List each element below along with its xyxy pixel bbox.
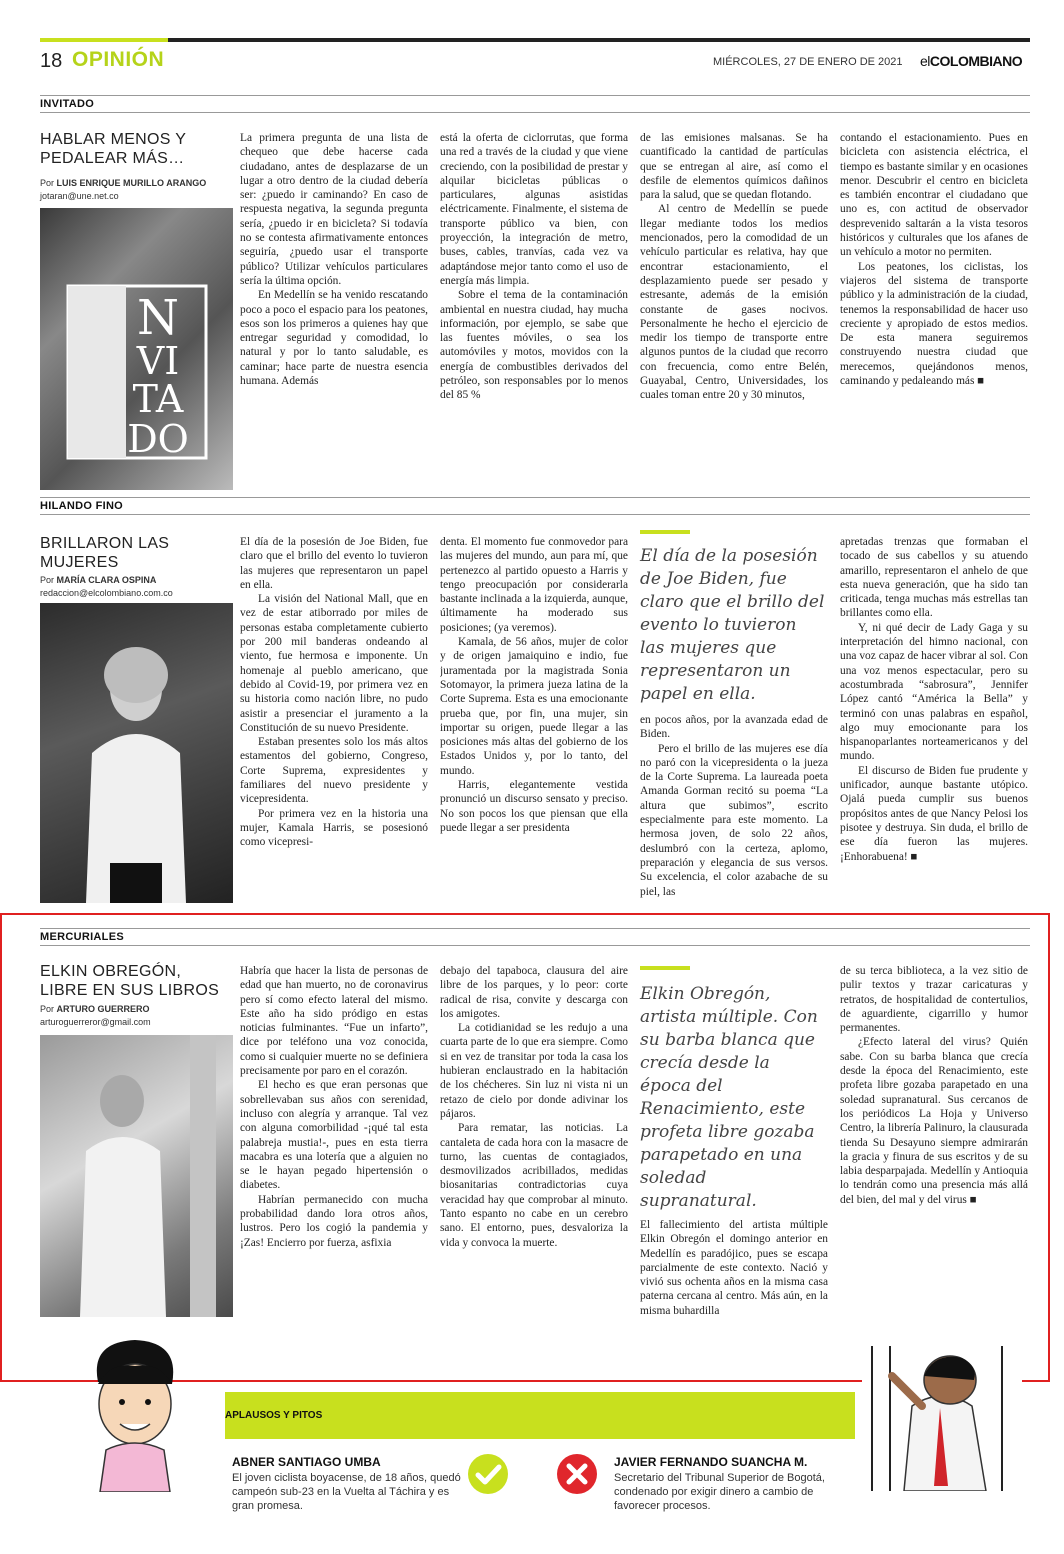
paragraph: La primera pregunta de una lista de chequeo que debe hacerse cada ciudadano, antes de desplazarse de un lugar a otro dentro de la ciudad debería ser: ¿puedo ir caminando? En caso de respuesta negativa, la segunda pregunta sería, ¿puedo ir en bicicleta? Si todavía no se contesta afirmativamente entonces seguiría, ¿puedo usar el transporte público? Utilizar vehículos particulares sería la última opción. <box>240 132 428 287</box>
article-author: Por MARÍA CLARA OSPINA <box>40 575 157 585</box>
paragraph: Y, ni qué decir de Lady Gaga y su interpretación del himno nacional, con una voz capaz de hacer vibrar al sol. Con una voz menos espectacular, pero su acostumbrada “sabrosura”, Jennifer López cantó “América la Bella” y terminó con unas palabras en español, algo muy emocionante para los hispanoparlantes norteamericanos y del mundo. <box>840 621 1028 763</box>
issue-date: MIÉRCOLES, 27 DE ENERO DE 2021 <box>713 56 903 68</box>
newspaper-logo: elCOLOMBIANO <box>920 53 1023 69</box>
section-divider <box>40 945 1030 946</box>
paragraph: En Medellín se ha venido rescatando poco a poco el espacio para los peatones, esos son los primeros a quienes hay que entregar seguridad y comodidad, lo natural y por lo tanto saludable, es caminar; hace parte de nuestra esencia humana. Además <box>240 289 428 388</box>
paragraph: ¿Efecto lateral del virus? Quién sabe. Con su barba blanca que crecía desde la época del Renacimiento, este profeta libre gozaba parapetado en una soledad supranatural. Sus cercanos de los periódicos La Hoja y Universo Centro, la librería Palinuro, la clausurada tienda Su Desayuno siempre admirarán la gracia y finura de sus escritos y de su labia desparpajada. Medellín y Antioquia lo tendrán como una presencia más allá del bien, del mal y del virus ■ <box>840 1036 1028 1206</box>
paragraph: Sobre el tema de la contaminación ambiental en nuestra ciudad, hay mucha información, por ejemplo, se sabe que las fuentes móviles, o sea los automóviles y motos, movidos con la energía de combustibles derivados del petróleo, son responsables por lo menos del 85 % <box>440 289 628 402</box>
section-label-mercuriales: MERCURIALES <box>40 931 124 943</box>
applause-name: ABNER SANTIAGO UMBA <box>232 1455 381 1469</box>
paragraph: Estaban presentes solo los más altos estamentos del gobierno, Congreso, Corte Suprema, expresidentes y familiares del nuevo presidente y vicepresidenta. <box>240 736 428 806</box>
paragraph: debajo del tapaboca, clausura del aire libre de los parques, y lo peor: corte radical de risa, convite y descarga con los amigotes. <box>440 965 628 1020</box>
author-photo <box>40 1035 233 1317</box>
article-column-3 <box>640 1218 828 1354</box>
section-divider <box>40 514 1030 515</box>
paragraph: El fallecimiento del artista múltiple Elkin Obregón el domingo anterior en Medellín es paradójico, pues se escapa parcialmente de este contexto. Nació y vivió sus ochenta años en la misma casa paterna cercana al centro. Más aún, en la misma buhardilla <box>640 1219 828 1317</box>
author-email: jotaran@une.net.co <box>40 191 119 201</box>
article-author: Por LUIS ENRIQUE MURILLO ARANGO <box>40 178 207 188</box>
paragraph: El día de la posesión de Joe Biden, fue claro que el brillo del evento lo tuvieron las mujeres que representaron un papel en ella. <box>240 536 428 591</box>
paragraph: Pero el brillo de las mujeres ese día no paró con la vicepresidenta o la jueza de la Corte Suprema. La laureada poeta Amanda Gorman recitó su poema “La altura que subimos”, escrito especialmente para este momento. La hermosa joven, de solo 22 años, deslumbró con la certeza, aplomo, preparación y elegancia de sus versos. Su excelencia, el color azabache de su piel, las <box>640 742 828 898</box>
page-number: 18 <box>40 50 63 72</box>
article-column-3 <box>640 713 828 903</box>
pull-quote: El día de la posesión de Joe Biden, fue claro que el brillo del evento lo tuvieron las mujeres que representaron un papel en ella. <box>640 546 825 704</box>
paragraph: de su terca biblioteca, a la vez sitio de pulir textos y trazar caricaturas y retratos, de hospitalidad de contertulios, de aguardiente, cigarrillo y humor permanentes. <box>840 965 1028 1035</box>
article-column-1 <box>240 535 428 903</box>
author-email: arturoguerreror@gmail.com <box>40 1017 151 1027</box>
paragraph: El discurso de Biden fue prudente y unificador, aunque bastante utópico. Ojalá pueda cumplir sus buenos propósitos antes de que Nancy Pelosi los pisotee y destruya. Sin duda, el brillo de ese día fueron las mujeres. ¡Enhorabuena! ■ <box>840 764 1028 863</box>
svg-text:N: N <box>137 290 179 346</box>
article-column-2 <box>440 535 628 903</box>
author-photo <box>40 603 233 903</box>
section-title: OPINIÓN <box>72 48 165 71</box>
paragraph: apretadas trenzas que formaban el tocado de sus cabellos y su atuendo amarillo, representaron el anhelo de que esta nueva generación, que ha sido tan criticada, tenga muchas más estrellas tan brillantes como ella. <box>840 536 1028 620</box>
paragraph: El hecho es que eran personas que sobrellevaban sus años con serenidad, incluso con alegría y arranque. Tal vez con alguna comorbilidad -¡qué tal esta palabreja mustia!-, pues en esta tierra macabra es una lotería que a alguien no se le hayan pegado hipertensión o diabetes. <box>240 1079 428 1192</box>
paragraph: Kamala, de 56 años, mujer de color y de origen jamaiquino e indio, fue juramentada por la magistrada Sonia Sotomayor, la primera jueza latina de la Corte Suprema. Esta es una emocionante prueba que, por fin, una mujer, sin importar su origen, puede llegar a las posiciones más altas del gobierno de los Estados Unidos y, por lo tanto, del mundo. <box>440 636 628 777</box>
paragraph: Por primera vez en la historia una mujer, Kamala Harris, se posesionó como vicepresi- <box>240 807 428 849</box>
article-title: HABLAR MENOS Y PEDALEAR MÁS… <box>40 131 186 167</box>
article-column-1 <box>240 964 428 1354</box>
author-portrait <box>40 1035 233 1317</box>
paragraph: contando el estacionamiento. Pues en bicicleta con asistencia eléctrica, el tiempo es bastante similar y en ocasiones menor. Descubrir el centro en bicicleta es también encontrar el ciudadano que uno es, con actitud de observador desprevenido saltarán a la vista tesoros históricos y culturales que los afanes de un vehículo a motor no permiten. <box>840 132 1028 259</box>
svg-text:DO: DO <box>127 417 189 461</box>
paragraph: Los peatones, los ciclistas, los viajeros del sistema de transporte público y la administración de la ciudad, tenemos la responsabilidad de hacer uso creciente y apropiado de estos medios. De esta manera seguiremos construyendo nuestra ciudad que merecemos, quejándonos menos, caminando y pedaleando más ■ <box>840 260 1028 388</box>
header-accent-bar <box>40 38 168 42</box>
pull-quote-accent <box>640 530 690 534</box>
paragraph: La visión del National Mall, que en vez de estar atiborrado por miles de personas estaba completamente cubierto por 200 mil banderas ondeando al viento, fue hermosa e imponente. Un homenaje al pueblo americano, que debido al Covid-19, por primera vez en su historia como nación libre, no pudo asistir a presenciar el juramento a la Constitución de su nuevo Presidente. <box>240 593 428 734</box>
article-column-4 <box>840 964 1028 1354</box>
article-column-2 <box>440 131 628 491</box>
section-divider <box>40 497 1030 498</box>
cyclist-caricature <box>80 1332 190 1492</box>
paragraph: Para rematar, las noticias. La cantaleta de cada hora con la masacre de turno, las cuentas de contagiados, desmovilizados acribillados, medidas biosanitarias contradictorias cuya veracidad hay que comprobar al minuto. Tanto espanto no cabe en un cerebro sano. El entorno, pues, desvaloriza la vida y convoca la muerte. <box>440 1122 628 1249</box>
article-title: BRILLARON LAS MUJERES <box>40 535 170 571</box>
article-column-1 <box>240 131 428 491</box>
article-title: ELKIN OBREGÓN, LIBRE EN SUS LIBROS <box>40 963 220 999</box>
invitado-photo <box>40 208 233 490</box>
paragraph: está la oferta de ciclorrutas, que forma una red a través de la ciudad y que viene creciendo, con la posibilidad de prestar y alquilar bicicletas públicas o particulares, algunas asistidas eléctricamente. Finalmente, el sistema de transporte público va bien, con proyección, la integración de metro, buses, cables, tranvías, cada vez va adaptándose mejor tanto como el uso de energía más limpia. <box>440 132 628 287</box>
prisoner-caricature <box>862 1346 1022 1491</box>
paragraph: Habrían permanecido con mucha probabilidad dando lora otros años, lustros. Pero los cogió la pandemia y ¡Zas! Encierro por fuerza, asfixia <box>240 1193 428 1249</box>
pull-quote: Elkin Obregón, artista múltiple. Con su barba blanca que crecía desde la época del Renacimiento, este profeta libre gozaba parapetado en una soledad supranatural. <box>640 984 818 1211</box>
paragraph: en pocos años, por la avanzada edad de Biden. <box>640 714 828 741</box>
author-email: redaccion@elcolombiano.com.co <box>40 588 173 598</box>
check-icon <box>468 1454 508 1494</box>
aplausos-label: APLAUSOS Y PITOS <box>225 1410 323 1421</box>
article-column-4 <box>840 535 1028 903</box>
invitado-graphic <box>40 208 233 490</box>
paragraph: Harris, elegantemente vestida pronunció un discurso sensato y preciso. No son pocos los que piensan que ella puede llegar a ser presidenta <box>440 779 628 834</box>
section-divider <box>40 928 1030 929</box>
whistle-text: Secretario del Tribunal Superior de Bogotá, condenado por exigir dinero a cambio de favorecer procesos. <box>614 1472 825 1512</box>
article-column-2 <box>440 964 628 1354</box>
section-divider <box>40 112 1030 113</box>
paragraph: de las emisiones malsanas. Se ha cuantificado la cantidad de partículas que se entregan al aire, así como el desfile de elementos químicos dañinos para la salud, que se quedan flotando. <box>640 132 828 202</box>
svg-text:VI: VI <box>136 339 180 383</box>
applause-text: El joven ciclista boyacense, de 18 años, quedó campeón sub-23 en la Vuelta al Táchira y es gran promesa. <box>232 1472 461 1512</box>
paragraph: La cotidianidad se les redujo a una cuarta parte de lo que era siempre. Como si en vez de transitar por toda la casa los hubieran enclaustrado en la habitación de los chécheres. Sin luz ni vista ni un retazo de cielo por donde adivinar los pájaros. <box>440 1022 628 1120</box>
section-label-invitado: INVITADO <box>40 98 95 110</box>
paragraph: Habría que hacer la lista de personas de edad que han muerto, no de coronavirus pero sí como efecto lateral del mismo. Este año ha sido pródigo en estas noticias fulminantes. “Fue un infarto”, dice por teléfono una voz conocida, como si cualquier muerte no se definiera precisamente por paro en el corazón. <box>240 965 428 1078</box>
svg-text:TA: TA <box>132 377 184 421</box>
whistle-name: JAVIER FERNANDO SUANCHA M. <box>614 1455 808 1469</box>
header-rule <box>40 38 1030 42</box>
x-icon <box>557 1454 597 1494</box>
article-author: Por ARTURO GUERRERO <box>40 1004 150 1014</box>
section-label-hilando: HILANDO FINO <box>40 500 124 512</box>
article-column-4 <box>840 131 1028 491</box>
section-divider <box>40 95 1030 96</box>
author-portrait <box>40 603 233 903</box>
paragraph: denta. El momento fue conmovedor para las mujeres del mundo, aun para mí, que pertenezco al partido opuesto a Harris y tengo preocupación por considerarla bastante inclinada a la izquierda, aunque, últimamente ha moderado sus posiciones; (ya veremos). <box>440 536 628 634</box>
article-column-3 <box>640 131 828 491</box>
pull-quote-accent <box>640 966 690 970</box>
paragraph: Al centro de Medellín se puede llegar mediante todos los medios mencionados, pero la comodidad de un vehículo particular es relativa, hay que encontrar estacionamiento, el desplazamiento puede ser pesado y estresante, además de la emisión constante de gases nocivos. Personalmente he hecho el ejercicio de medir los tiempo de transporte entre algunos puntos de la ciudad que recorro con frecuencia, como entre Belén, Guayabal, Centro, Universidades, los cuales toman entre 20 y 30 minutos, <box>640 203 828 402</box>
